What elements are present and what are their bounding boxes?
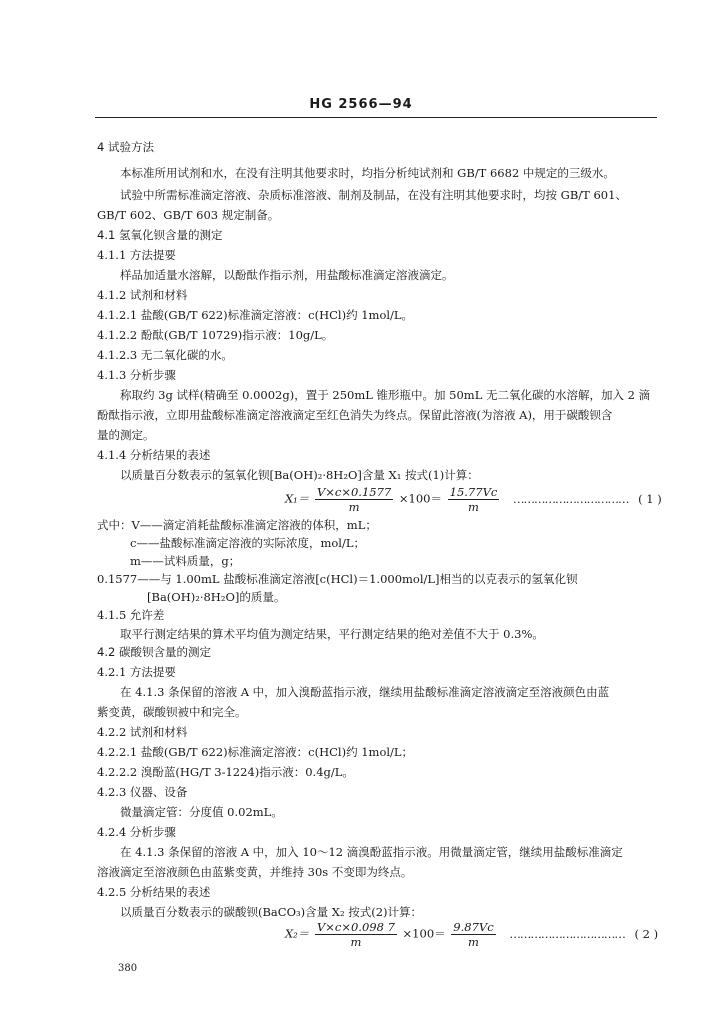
formula-1-fraction-a	[315, 485, 393, 514]
paragraph-line: 以质量百分数表示的氢氧化钡[Ba(OH)₂·8H₂O]含量 X₁ 按式(1)计算：	[120, 468, 479, 482]
formula-1-denominator-a: m	[348, 500, 360, 514]
paragraph-line: 量的测定。	[97, 428, 155, 442]
section-4-title: 4 试验方法	[97, 140, 154, 154]
formula-2	[285, 920, 658, 949]
formula-1-numerator-b: 15.77Vc	[449, 485, 498, 499]
paragraph-line: 以质量百分数表示的碳酸钡(BaCO₃)含量 X₂ 按式(2)计算：	[120, 905, 423, 919]
page-number: 380	[118, 963, 138, 974]
subsection-title: 4.1.1 方法提要	[97, 248, 176, 262]
formula-2-leader-dots: ……………………………	[509, 926, 625, 941]
paragraph-line: 本标准所用试剂和水，在没有注明其他要求时，均指分析纯试剂和 GB/T 6682 中规定的三级水。	[120, 166, 615, 180]
legend-line: 式中：V——滴定消耗盐酸标准滴定溶液的体积，mL；	[97, 518, 377, 532]
subsection-title: 4.2.3 仪器、设备	[97, 785, 188, 799]
legend-line: 0.1577——与 1.00mL 盐酸标准滴定溶液[c(HCl)＝1.000mol/L]相当的以克表示的氢氧化钡	[97, 572, 578, 586]
formula-1-leader-dots: ……………………………	[512, 491, 629, 506]
subsection-title: 4.2.5 分析结果的表述	[97, 885, 211, 899]
formula-1-lhs: X₁＝	[285, 491, 310, 506]
paragraph-line: 样品加适量水溶解，以酚酞作指示剂，用盐酸标准滴定溶液滴定。	[120, 268, 454, 282]
paragraph-line: 微量滴定管：分度值 0.02mL。	[120, 805, 283, 819]
subsection-title: 4.2.4 分析步骤	[97, 825, 176, 839]
formula-2-fraction-a	[315, 920, 397, 949]
item-line: 4.1.2.2 酚酞(GB/T 10729)指示液：10g/L。	[97, 328, 334, 342]
formula-1-mid: ×100＝	[398, 491, 442, 506]
paragraph-line: 在 4.1.3 条保留的溶液 A 中，加入溴酚蓝指示液，继续用盐酸标准滴定溶液滴定至溶液颜色由蓝	[120, 685, 610, 699]
formula-2-denominator-b: m	[468, 935, 479, 949]
formula-2-lhs: X₂＝	[285, 926, 310, 941]
subsection-title: 4.1.2 试剂和材料	[97, 288, 188, 302]
paragraph-line: GB/T 602、GB/T 603 规定制备。	[97, 208, 280, 222]
formula-2-mid: ×100＝	[402, 926, 446, 941]
formula-2-fraction-b	[451, 920, 495, 949]
formula-1	[285, 485, 662, 514]
legend-line: c——盐酸标准滴定溶液的实际浓度，mol/L；	[130, 536, 365, 550]
section-4-2-title: 4.2 碳酸钡含量的测定	[97, 645, 211, 659]
subsection-title: 4.2.2 试剂和材料	[97, 725, 188, 739]
item-line: 4.2.2.1 盐酸(GB/T 622)标准滴定溶液：c(HCl)约 1mol/L；	[97, 745, 414, 759]
paragraph-line: 取平行测定结果的算术平均值为测定结果，平行测定结果的绝对差值不大于 0.3%。	[120, 627, 544, 641]
section-4-1-title: 4.1 氢氧化钡含量的测定	[97, 228, 223, 242]
item-line: 4.1.2.1 盐酸(GB/T 622)标准滴定溶液：c(HCl)约 1mol/L。	[97, 308, 414, 322]
header-rule	[95, 117, 657, 118]
legend-line: m——试料质量，g；	[130, 554, 241, 568]
formula-2-numerator-a: V×c×0.098 7	[316, 920, 395, 934]
subsection-title: 4.1.5 允许差	[97, 608, 165, 622]
paragraph-line: 紫变黄，碳酸钡被中和完全。	[97, 705, 247, 719]
paragraph-line: 称取约 3g 试样(精确至 0.0002g)，置于 250mL 锥形瓶中。加 50mL 无二氧化碳的水溶解，加入 2 滴	[120, 388, 651, 402]
item-line: 4.2.2.2 溴酚蓝(HG/T 3-1224)指示液：0.4g/L。	[97, 765, 354, 779]
formula-1-numerator-a: V×c×0.1577	[316, 485, 392, 499]
subsection-title: 4.1.4 分析结果的表述	[97, 448, 211, 462]
paragraph-line: 在 4.1.3 条保留的溶液 A 中，加入 10～12 滴溴酚蓝指示液。用微量滴定管，继续用盐酸标准滴定	[120, 845, 623, 859]
paragraph-line: 溶液滴定至溶液颜色由蓝紫变黄，并维持 30s 不变即为终点。	[97, 865, 413, 879]
legend-line: [Ba(OH)₂·8H₂O]的质量。	[147, 590, 286, 604]
item-line: 4.1.2.3 无二氧化碳的水。	[97, 348, 233, 362]
formula-1-denominator-b: m	[468, 500, 479, 514]
formula-2-denominator-a: m	[350, 935, 362, 949]
formula-1-fraction-b	[448, 485, 500, 514]
formula-1-tag: ( 1 )	[638, 491, 662, 506]
formula-2-tag: ( 2 )	[634, 926, 659, 941]
paragraph-line: 酚酞指示液，立即用盐酸标准滴定溶液滴定至红色消失为终点。保留此溶液(为溶液 A)，用于碳酸钡含	[97, 408, 613, 422]
paragraph-line: 试验中所需标准滴定溶液、杂质标准溶液、制剂及制品，在没有注明其他要求时，均按 GB/T 601、	[120, 188, 627, 202]
standard-header: HG 2566—94	[309, 97, 413, 112]
subsection-title: 4.1.3 分析步骤	[97, 368, 176, 382]
subsection-title: 4.2.1 方法提要	[97, 665, 176, 679]
formula-2-numerator-b: 9.87Vc	[453, 920, 494, 934]
